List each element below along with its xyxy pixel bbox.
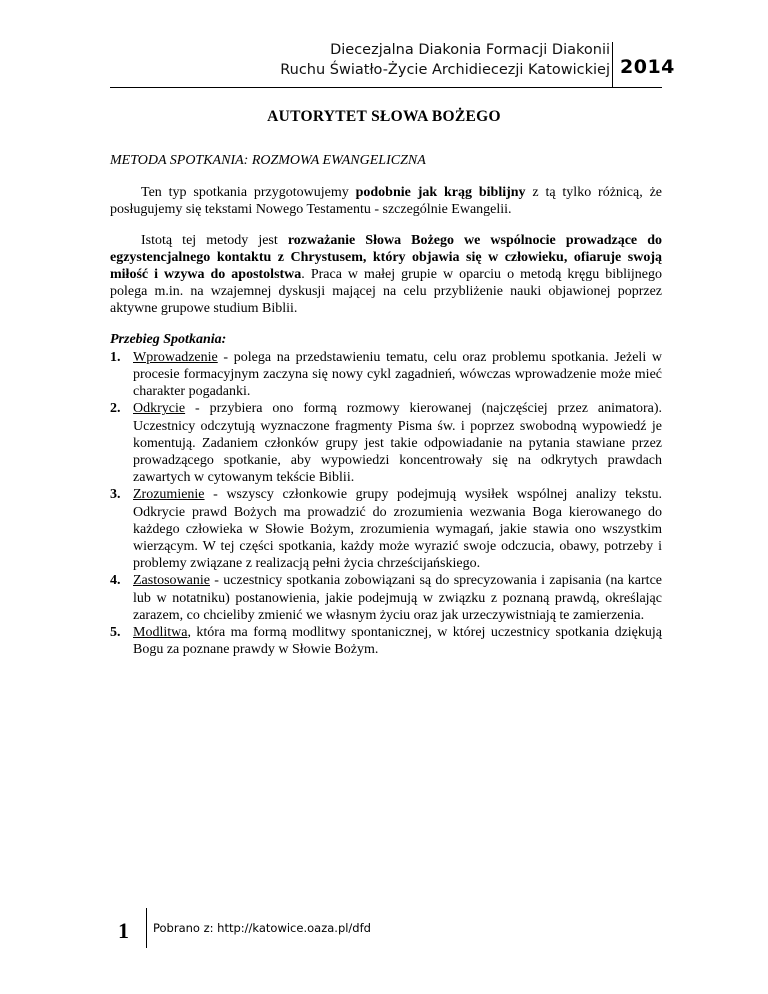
step-item-3 (110, 486, 662, 572)
step-item-2 (110, 400, 662, 486)
header-org-name (280, 40, 610, 80)
step-text: - przybiera ono formą rozmowy kierowanej (najczęściej przez animatora). Uczestnicy odczytują wyznaczone fragmenty Pisma św. i poprzez swobodną wypowiedź je komentują. Zadaniem członków grupy jest takie odpowiadanie na pytania stawiane przez prowadzącego spotkanie, aby wypowiedzi koncentrowały się na odkrytych prawdach zawartych w cytowanym tekście Biblii. (133, 401, 662, 486)
step-item-5 (110, 624, 662, 658)
przebieg-heading: Przebieg Spotkania: (110, 331, 227, 347)
document-body (110, 152, 662, 658)
paragraph-2-bold: rozważanie Słowa Bożego we wspólnocie prowadzące do egzystencjalnego kontaktu z Chrystusem, który objawia się w człowieku, ofiaruje swoją miłość i wzywa do apostolstwa (110, 232, 662, 283)
step-term: Odkrycie (133, 401, 186, 417)
method-heading: METODA SPOTKANIA: ROZMOWA EWANGELICZNA (110, 153, 426, 168)
step-term: Zastosowanie (133, 573, 210, 589)
paragraph-1 (110, 184, 662, 218)
paragraph-1-text-c: z tą tylko różnicą, że posługujemy się tekstami Nowego Testamentu - szczególnie Ewangelii. (110, 185, 663, 218)
header-line-1: Diecezjalna Diakonia Formacji Diakonii (330, 42, 610, 58)
step-number: 4. (110, 573, 121, 589)
paragraph-1-text-a: Ten typ spotkania przygotowujemy (141, 185, 356, 201)
step-term: Wprowadzenie (133, 349, 218, 365)
step-text: - wszyscy członkowie grupy podejmują wysiłek wspólnej analizy tekstu. Odkrycie prawd Bożych ma prowadzić do zrozumienia wezwania Boga kierowanego do każdego człowieka w Słowie Bożym, zrozumienia wymagań, jakie stawia ono wszystkim wierzącym. W tej części spotkania, każdy może wyrazić swoje odczucia, obawy, potrzeby i problemy związane z realizacją pełni życia chrześcijańskiego. (133, 487, 662, 572)
page-number: 1 (118, 918, 129, 943)
header-line-2: Ruchu Światło-Życie Archidiecezji Katowickiej (280, 62, 610, 78)
step-text: - uczestnicy spotkania zobowiązani są do sprecyzowania i zapisania (na kartce lub w notatniku) postanowienia, jakie podejmują w związku z poznaną prawdą, określając zarazem, co chcieliby zmienić we własnym życiu oraz jak urzeczywistniają te zamierzenia. (133, 573, 662, 623)
step-text: , która ma formą modlitwy spontanicznej, w której uczestnicy spotkania dziękują Bogu za poznane prawdy w Słowie Bożym. (133, 625, 662, 658)
paragraph-2 (110, 232, 662, 318)
header-year: 2014 (620, 56, 675, 78)
step-number: 5. (110, 625, 121, 641)
step-number: 3. (110, 487, 121, 503)
footer-source-link: Pobrano z: http://katowice.oaza.pl/dfd (153, 921, 371, 935)
footer-divider (146, 908, 147, 948)
paragraph-2-text-a: Istotą tej metody jest (141, 232, 288, 248)
document-title: AUTORYTET SŁOWA BOŻEGO (267, 108, 501, 125)
step-number: 2. (110, 401, 121, 417)
paragraph-1-bold: podobnie jak krąg biblijny (355, 185, 526, 201)
step-term: Zrozumienie (133, 487, 205, 503)
page-header (0, 40, 768, 92)
step-number: 1. (110, 349, 121, 365)
step-term: Modlitwa (133, 625, 188, 641)
header-rule (110, 87, 662, 88)
paragraph-2-text-c: . Praca w małej grupie w oparciu o metodą kręgu biblijnego polega m.in. na wzajemnej dyskusji mającej na celu przybliżenie nauki objawionej poprzez aktywne grupowe studium Biblii. (110, 267, 662, 317)
header-divider (612, 42, 613, 88)
page-footer (0, 908, 768, 948)
step-item-4 (110, 572, 662, 624)
step-item-1 (110, 349, 662, 401)
step-text: - polega na przedstawieniu tematu, celu oraz problemu spotkania. Jeżeli w procesie formacyjnym zaczyna się nowy cykl zagadnień, wówczas wprowadzenie może mieć charakter pogadanki. (133, 349, 662, 400)
steps-list (110, 349, 662, 659)
